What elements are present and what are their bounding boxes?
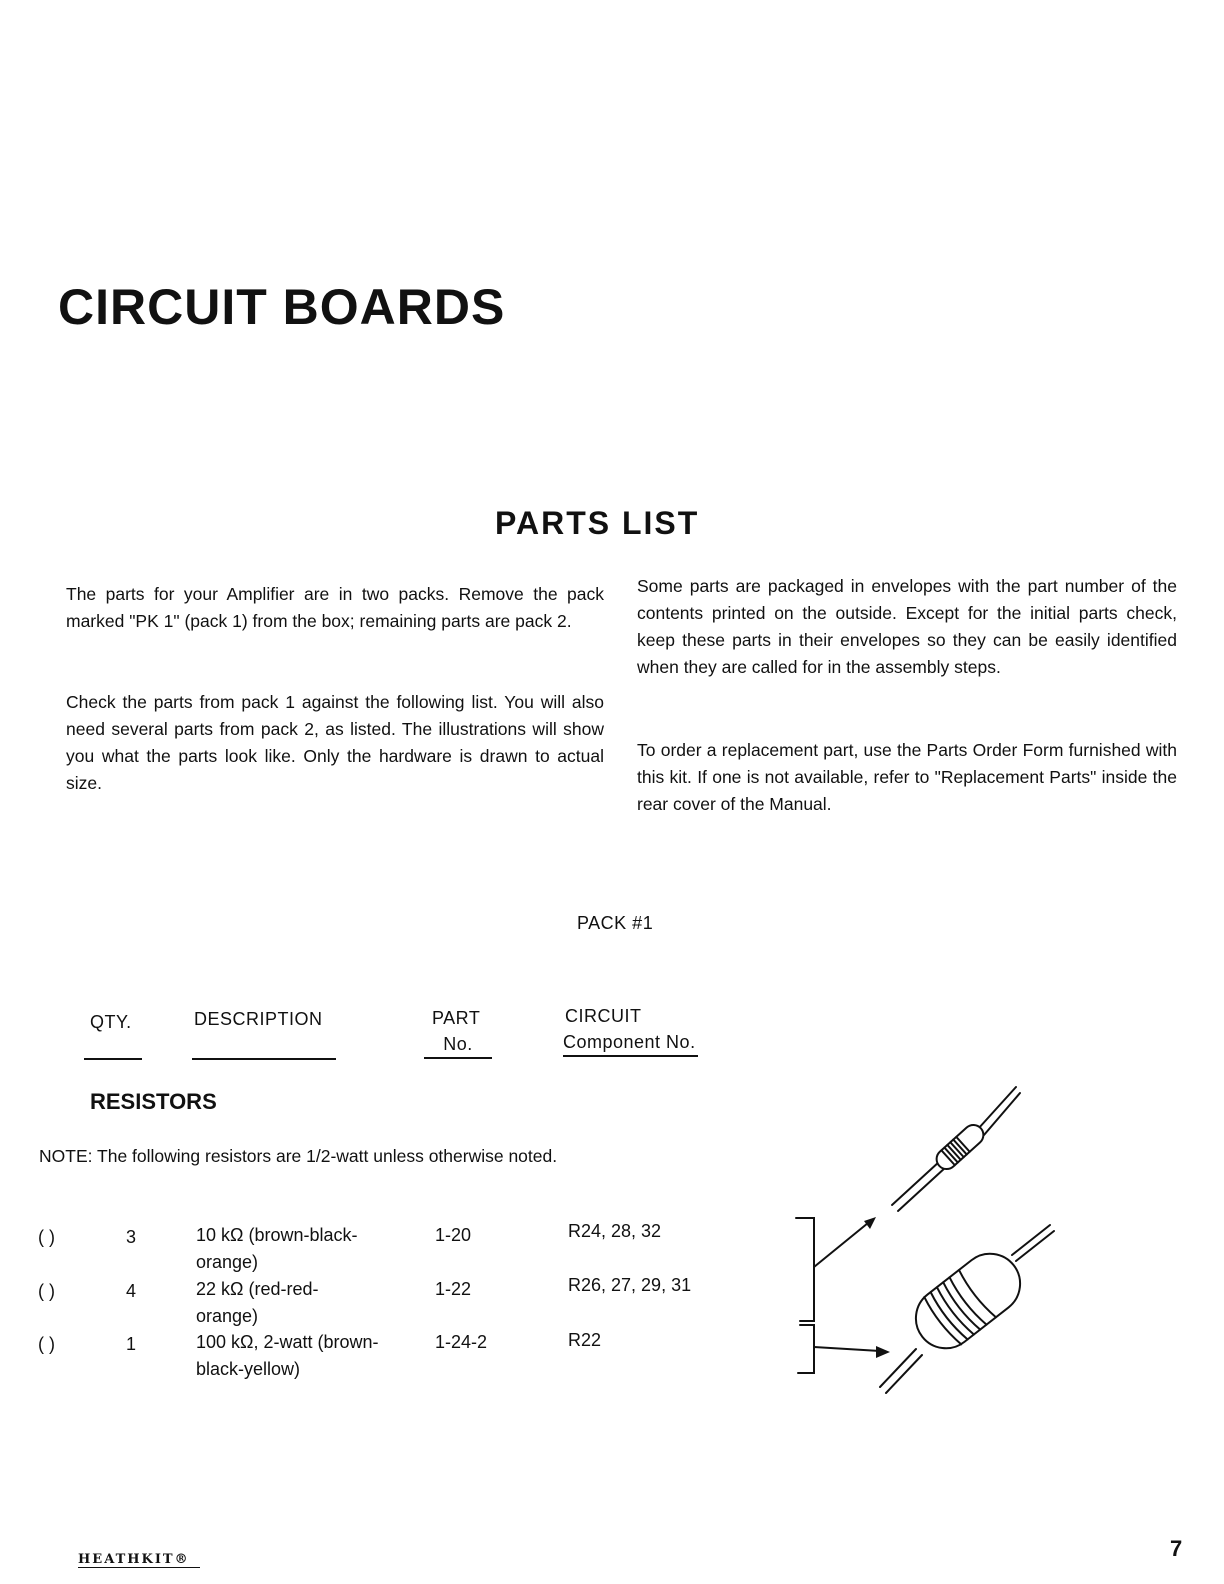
resistor-illustration-icon (780, 1075, 1060, 1415)
qty-2: 4 (126, 1281, 137, 1301)
check-box-2[interactable]: ( ) (38, 1281, 55, 1301)
part-3: 1-24-2 (435, 1332, 488, 1352)
desc-2-line2: orange) (196, 1306, 259, 1326)
circuit-3: R22 (568, 1330, 602, 1350)
desc-3-line2: black-yellow) (196, 1359, 301, 1379)
heathkit-logo: HEATHKIT® (78, 1552, 200, 1568)
intro-right-para-2: To order a replacement part, use the Parts Order Form furnished with this kit. If one is not available, refer to "Replacement Parts" inside the rear cover of the Manual. (637, 740, 1177, 814)
desc-3-line1: 100 kΩ, 2-watt (brown- (196, 1332, 379, 1352)
part-2: 1-22 (435, 1279, 472, 1299)
intro-left-para-2: Check the parts from pack 1 against the following list. You will also need several parts from pack 2, as listed. The illustrations will show you what the parts look like. Only the hardware is drawn to actual size. (66, 692, 604, 793)
intro-right-para-1: Some parts are packaged in envelopes with the part number of the contents printed on the outside. Except for the initial parts check, keep these parts in their envelopes so they can be easily identified when they are called for in the assembly steps. (637, 576, 1177, 677)
resistors-heading: RESISTORS (90, 1089, 217, 1114)
desc-1-line2: orange) (196, 1252, 259, 1272)
col-header-part: PART (432, 1008, 481, 1028)
circuit-2: R26, 27, 29, 31 (568, 1275, 692, 1295)
qty-3: 1 (126, 1334, 137, 1354)
page-number: 7 (1170, 1536, 1183, 1561)
resistor-note: NOTE: The following resistors are 1/2-watt unless otherwise noted. (39, 1146, 558, 1166)
description-underline (192, 1058, 336, 1060)
desc-1-line1: 10 kΩ (brown-black- (196, 1225, 358, 1245)
qty-1: 3 (126, 1227, 137, 1247)
desc-2-line1: 22 kΩ (red-red- (196, 1279, 319, 1299)
qty-underline (84, 1058, 142, 1060)
col-header-qty: QTY. (90, 1012, 132, 1032)
check-box-1[interactable]: ( ) (38, 1227, 55, 1247)
col-header-circuit: CIRCUIT (565, 1006, 642, 1026)
col-header-part-no: No. (424, 1034, 492, 1059)
check-box-3[interactable]: ( ) (38, 1334, 55, 1354)
intro-left-para-1: The parts for your Amplifier are in two packs. Remove the pack marked "PK 1" (pack 1) from the box; remaining parts are pack 2. (66, 584, 604, 631)
circuit-1: R24, 28, 32 (568, 1221, 662, 1241)
col-header-component-no: Component No. (563, 1032, 698, 1057)
pack-label: PACK #1 (577, 913, 654, 933)
parts-list-heading: PARTS LIST (495, 505, 700, 541)
part-1: 1-20 (435, 1225, 472, 1245)
col-header-description: DESCRIPTION (194, 1009, 323, 1029)
page-title: CIRCUIT BOARDS (58, 279, 506, 335)
